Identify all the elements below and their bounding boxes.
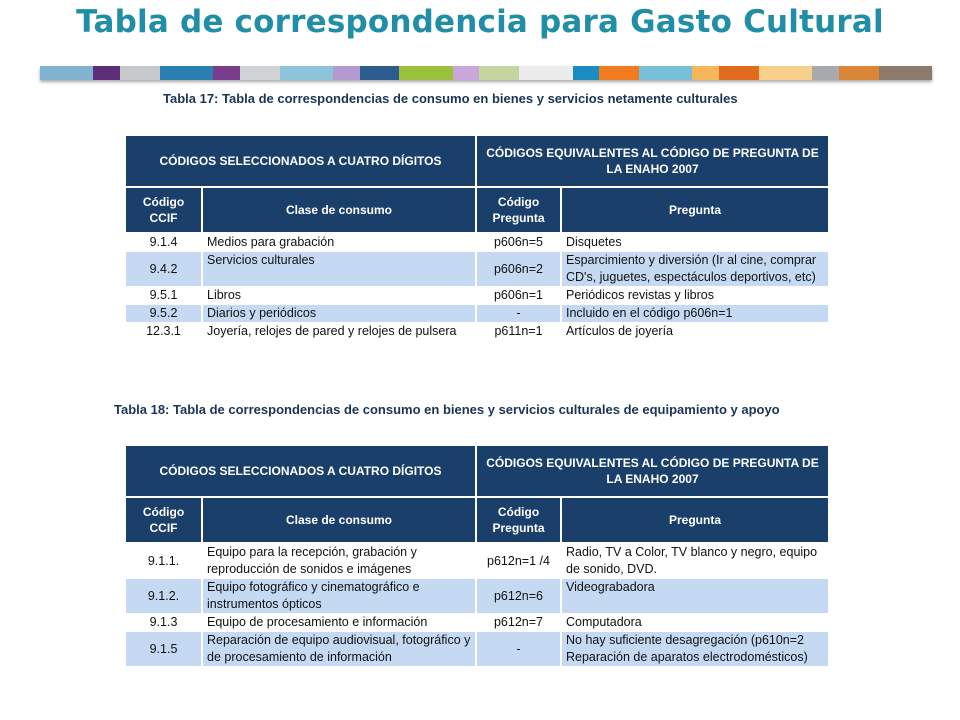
- consumption-class: Equipo de procesamiento e información: [202, 614, 476, 632]
- question-text: Radio, TV a Color, TV blanco y negro, equipo de sonido, DVD.: [561, 543, 829, 579]
- table-row: [125, 632, 829, 667]
- table17-col-codigo-ccif: Código CCIF: [125, 187, 202, 233]
- consumption-class: Joyería, relojes de pared y relojes de pulsera: [202, 323, 476, 341]
- table17-col-codigo-pregunta: Código Pregunta: [476, 187, 561, 233]
- table18-header-equivalent-codes: CÓDIGOS EQUIVALENTES AL CÓDIGO DE PREGUNTA DE LA ENAHO 2007: [476, 445, 829, 497]
- table18-col-codigo-pregunta: Código Pregunta: [476, 497, 561, 543]
- ccif-code: 9.4.2: [125, 252, 202, 287]
- question-text: Computadora: [561, 614, 829, 632]
- stripe-segment: [599, 66, 639, 80]
- stripe-segment: [120, 66, 160, 80]
- table18-col-clase-consumo: Clase de consumo: [202, 497, 476, 543]
- stripe-segment: [93, 66, 120, 80]
- question-code: -: [476, 305, 561, 323]
- consumption-class: Libros: [202, 287, 476, 305]
- question-text: Esparcimiento y diversión (Ir al cine, comprar CD's, juguetes, espectáculos deportivos, etc): [561, 252, 829, 287]
- question-code: p612n=6: [476, 579, 561, 614]
- consumption-class: Reparación de equipo audiovisual, fotográfico y de procesamiento de información: [202, 632, 476, 667]
- table-row: [125, 323, 829, 341]
- ccif-code: 12.3.1: [125, 323, 202, 341]
- stripe-segment: [160, 66, 213, 80]
- question-text: Periódicos revistas y libros: [561, 287, 829, 305]
- stripe-segment: [213, 66, 240, 80]
- ccif-code: 9.1.4: [125, 233, 202, 252]
- stripe-segment: [240, 66, 280, 80]
- question-code: p606n=1: [476, 287, 561, 305]
- question-code: p612n=1 /4: [476, 543, 561, 579]
- page-title: Tabla de correspondencia para Gasto Cultural: [76, 4, 884, 40]
- ccif-code: 9.1.5: [125, 632, 202, 667]
- stripe-segment: [453, 66, 480, 80]
- ccif-code: 9.1.1.: [125, 543, 202, 579]
- stripe-segment: [879, 66, 932, 80]
- question-code: p612n=7: [476, 614, 561, 632]
- table17-caption: Tabla 17: Tabla de correspondencias de consumo en bienes y servicios netamente culturales: [163, 91, 738, 106]
- table18-caption: Tabla 18: Tabla de correspondencias de consumo en bienes y servicios culturales de equipamiento y apoyo: [114, 402, 780, 417]
- question-text: No hay suficiente desagregación (p610n=2 Reparación de aparatos electrodomésticos): [561, 632, 829, 667]
- consumption-class: Servicios culturales: [202, 252, 476, 287]
- consumption-class: Equipo para la recepción, grabación y reproducción de sonidos e imágenes: [202, 543, 476, 579]
- table-row: [125, 543, 829, 579]
- stripe-segment: [759, 66, 812, 80]
- ccif-code: 9.1.2.: [125, 579, 202, 614]
- stripe-segment: [719, 66, 759, 80]
- ccif-code: 9.1.3: [125, 614, 202, 632]
- stripe-segment: [280, 66, 333, 80]
- table17-header-selected-codes: CÓDIGOS SELECCIONADOS A CUATRO DÍGITOS: [125, 135, 476, 187]
- table-row: [125, 233, 829, 252]
- table18: [124, 444, 830, 667]
- stripe-segment: [519, 66, 572, 80]
- question-text: Videograbadora: [561, 579, 829, 614]
- consumption-class: Equipo fotográfico y cinematográfico e instrumentos ópticos: [202, 579, 476, 614]
- stripe-segment: [692, 66, 719, 80]
- stripe-segment: [839, 66, 879, 80]
- table-row: [125, 614, 829, 632]
- question-code: p611n=1: [476, 323, 561, 341]
- table17-header-equivalent-codes: CÓDIGOS EQUIVALENTES AL CÓDIGO DE PREGUNTA DE LA ENAHO 2007: [476, 135, 829, 187]
- table18-col-pregunta: Pregunta: [561, 497, 829, 543]
- stripe-segment: [573, 66, 600, 80]
- question-text: Artículos de joyería: [561, 323, 829, 341]
- table17: [124, 134, 830, 341]
- question-code: -: [476, 632, 561, 667]
- question-text: Incluido en el código p606n=1: [561, 305, 829, 323]
- table18-col-codigo-ccif: Código CCIF: [125, 497, 202, 543]
- ccif-code: 9.5.1: [125, 287, 202, 305]
- question-code: p606n=2: [476, 252, 561, 287]
- table17-col-clase-consumo: Clase de consumo: [202, 187, 476, 233]
- table-row: [125, 252, 829, 287]
- stripe-segment: [479, 66, 519, 80]
- stripe-segment: [812, 66, 839, 80]
- stripe-segment: [399, 66, 452, 80]
- question-code: p606n=5: [476, 233, 561, 252]
- table-row: [125, 287, 829, 305]
- stripe-segment: [40, 66, 93, 80]
- consumption-class: Medios para grabación: [202, 233, 476, 252]
- decorative-stripe-bar: [40, 66, 932, 80]
- ccif-code: 9.5.2: [125, 305, 202, 323]
- table-row: [125, 305, 829, 323]
- table18-header-selected-codes: CÓDIGOS SELECCIONADOS A CUATRO DÍGITOS: [125, 445, 476, 497]
- stripe-segment: [333, 66, 360, 80]
- stripe-segment: [639, 66, 692, 80]
- table-row: [125, 579, 829, 614]
- question-text: Disquetes: [561, 233, 829, 252]
- consumption-class: Diarios y periódicos: [202, 305, 476, 323]
- table17-col-pregunta: Pregunta: [561, 187, 829, 233]
- stripe-segment: [360, 66, 400, 80]
